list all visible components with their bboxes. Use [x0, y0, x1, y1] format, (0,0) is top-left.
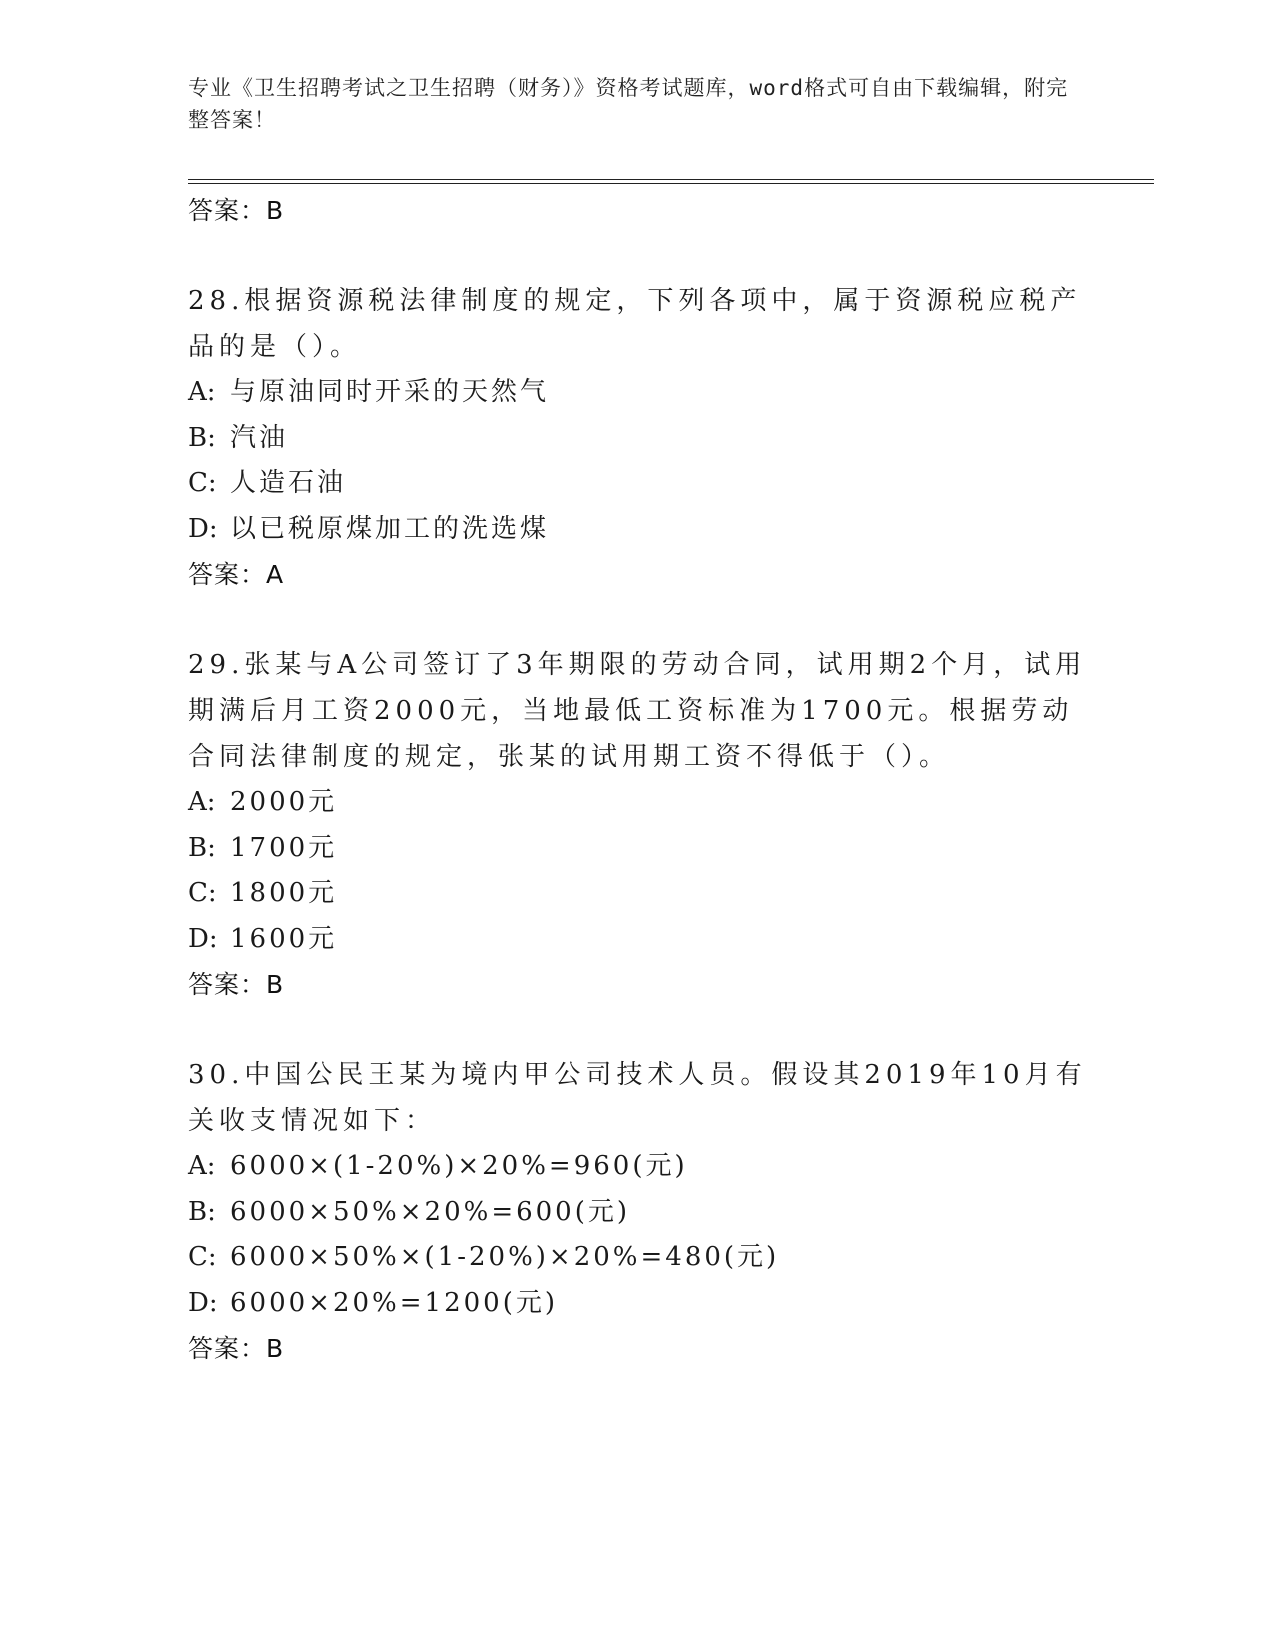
option-label: B: — [188, 1196, 216, 1227]
option-text: 2000元 — [230, 787, 338, 817]
option-text: 汽油 — [230, 422, 289, 453]
question-text: 29.张某与A公司签订了3年期限的劳动合同，试用期2个月，试用期满后月工资2000元，当地最低工资标准为1700元。根据劳动合同法律制度的规定，张某的试用期工资不得低于（）。 — [188, 650, 1087, 772]
option-label: C: — [188, 878, 217, 908]
option-label: B: — [188, 832, 216, 863]
option-label: C: — [188, 468, 217, 498]
option-label: A: — [188, 1151, 216, 1181]
question-list — [188, 188, 1088, 1372]
question-text: 30.中国公民王某为境内甲公司技术人员。假设其2019年10月有关收支情况如下： — [188, 1060, 1087, 1136]
option-text: 6000×50%×(1-20%)×20%=480(元) — [230, 1242, 780, 1272]
option-text: 1800元 — [230, 878, 338, 908]
question-text: 28.根据资源税法律制度的规定，下列各项中，属于资源税应税产品的是（）。 — [188, 286, 1082, 362]
option-text: 与原油同时开采的天然气 — [230, 377, 550, 407]
answer-label: 答案：B — [188, 970, 285, 999]
option-d — [188, 917, 1088, 963]
answer-label: 答案：B — [188, 1334, 285, 1363]
option-a — [188, 1144, 1088, 1190]
question-30 — [188, 1052, 1088, 1372]
option-b — [188, 1190, 1088, 1236]
option-text: 6000×(1-20%)×20%=960(元) — [230, 1151, 688, 1181]
option-text: 6000×20%=1200(元) — [230, 1287, 558, 1318]
option-d — [188, 1281, 1088, 1327]
option-b — [188, 826, 1088, 872]
option-label: A: — [188, 377, 216, 407]
option-c — [188, 461, 1088, 507]
option-c — [188, 871, 1088, 917]
option-label: D: — [188, 513, 218, 544]
option-d — [188, 507, 1088, 553]
option-label: A: — [188, 787, 216, 817]
option-label: B: — [188, 422, 216, 453]
option-a — [188, 370, 1088, 416]
header-divider — [188, 179, 1154, 184]
option-b — [188, 416, 1088, 462]
option-text: 1600元 — [230, 923, 338, 954]
question-29 — [188, 642, 1088, 1008]
page-header — [188, 72, 1088, 136]
option-text: 6000×50%×20%=600(元) — [230, 1196, 631, 1227]
option-a — [188, 780, 1088, 826]
option-label: C: — [188, 1242, 217, 1272]
answer-label: 答案：B — [188, 196, 285, 225]
option-text: 以已税原煤加工的洗选煤 — [230, 513, 550, 544]
answer-label: 答案：A — [188, 560, 285, 589]
header-text: 专业《卫生招聘考试之卫生招聘（财务）》资格考试题库，word格式可自由下载编辑，附完整答案！ — [188, 76, 1069, 132]
option-label: D: — [188, 923, 218, 954]
option-label: D: — [188, 1287, 218, 1318]
option-text: 人造石油 — [230, 468, 347, 498]
option-c — [188, 1235, 1088, 1281]
question-28 — [188, 278, 1088, 598]
option-text: 1700元 — [230, 832, 338, 863]
